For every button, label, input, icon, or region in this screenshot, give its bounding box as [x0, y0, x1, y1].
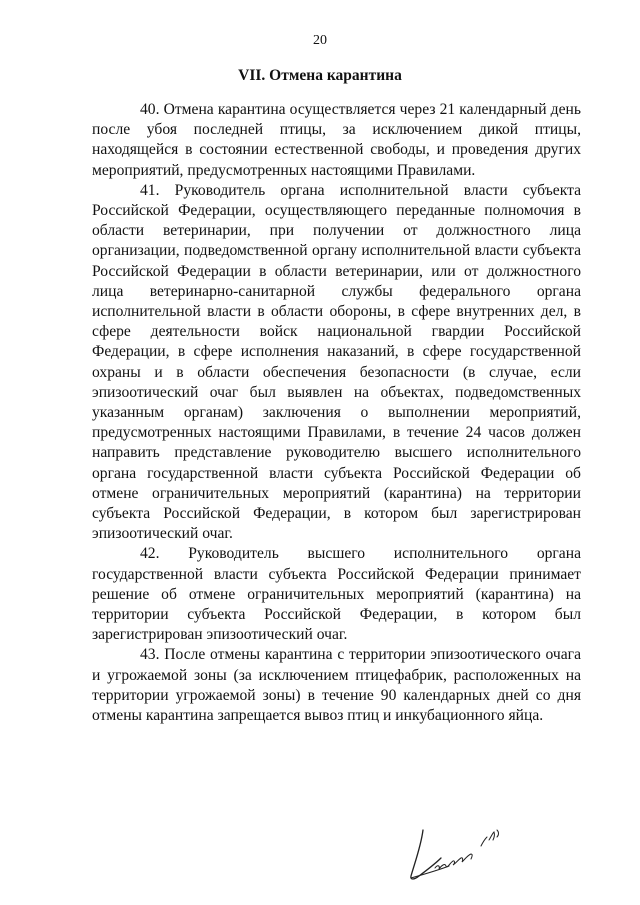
- handwritten-signature: [405, 818, 515, 890]
- page-number: 20: [313, 33, 327, 48]
- paragraph-41: 41. Руководитель органа исполнительной власти субъекта Российской Федерации, осуществляющего переданные полномочия в области ветеринарии, при получении от должностного лица организации, подведомственной органу исполнительной власти субъекта Российской Федерации в области ветеринарии, или от должностного лица ветеринарно-санитарной службы федерального органа исполнительной власти в области обороны, в сфере внутренних дел, в сфере деятельности войск национальной гвардии Российской Федерации, в сфере исполнения наказаний, в сфере государственной охраны и в области обеспечения безопасности (в случае, если эпизоотический очаг был выявлен на объектах, подведомственных указанным органам) заключения о выполнении мероприятий, предусмотренных настоящими Правилами, в течение 24 часов должен направить представление руководителю высшего исполнительного органа государственной власти субъекта Российской Федерации об отмене ограничительных мероприятий (карантина) на территории субъекта Российской Федерации, в котором был зарегистрирован эпизоотический очаг.: [92, 181, 581, 543]
- paragraph-42: 42. Руководитель высшего исполнительного органа государственной власти субъекта Российской Федерации принимает решение об отмене ограничительных мероприятий (карантина) на территории субъекта Российской Федерации, в котором был зарегистрирован эпизоотический очаг.: [92, 545, 581, 644]
- document-body: [92, 100, 581, 726]
- section-title: VII. Отмена карантина: [238, 67, 402, 84]
- paragraph-40: 40. Отмена карантина осуществляется через 21 календарный день после убоя последней птицы, за исключением дикой птицы, находящейся в состоянии естественной свободы, и проведения других мероприятий, предусмотренных настоящими Правилами.: [92, 101, 581, 179]
- paragraph-43: 43. После отмены карантина с территории эпизоотического очага и угрожаемой зоны (за исключением птицефабрик, расположенных на территории угрожаемой зоны) в течение 90 календарных дней со дня отмены карантина запрещается вывоз птиц и инкубационного яйца.: [92, 646, 581, 725]
